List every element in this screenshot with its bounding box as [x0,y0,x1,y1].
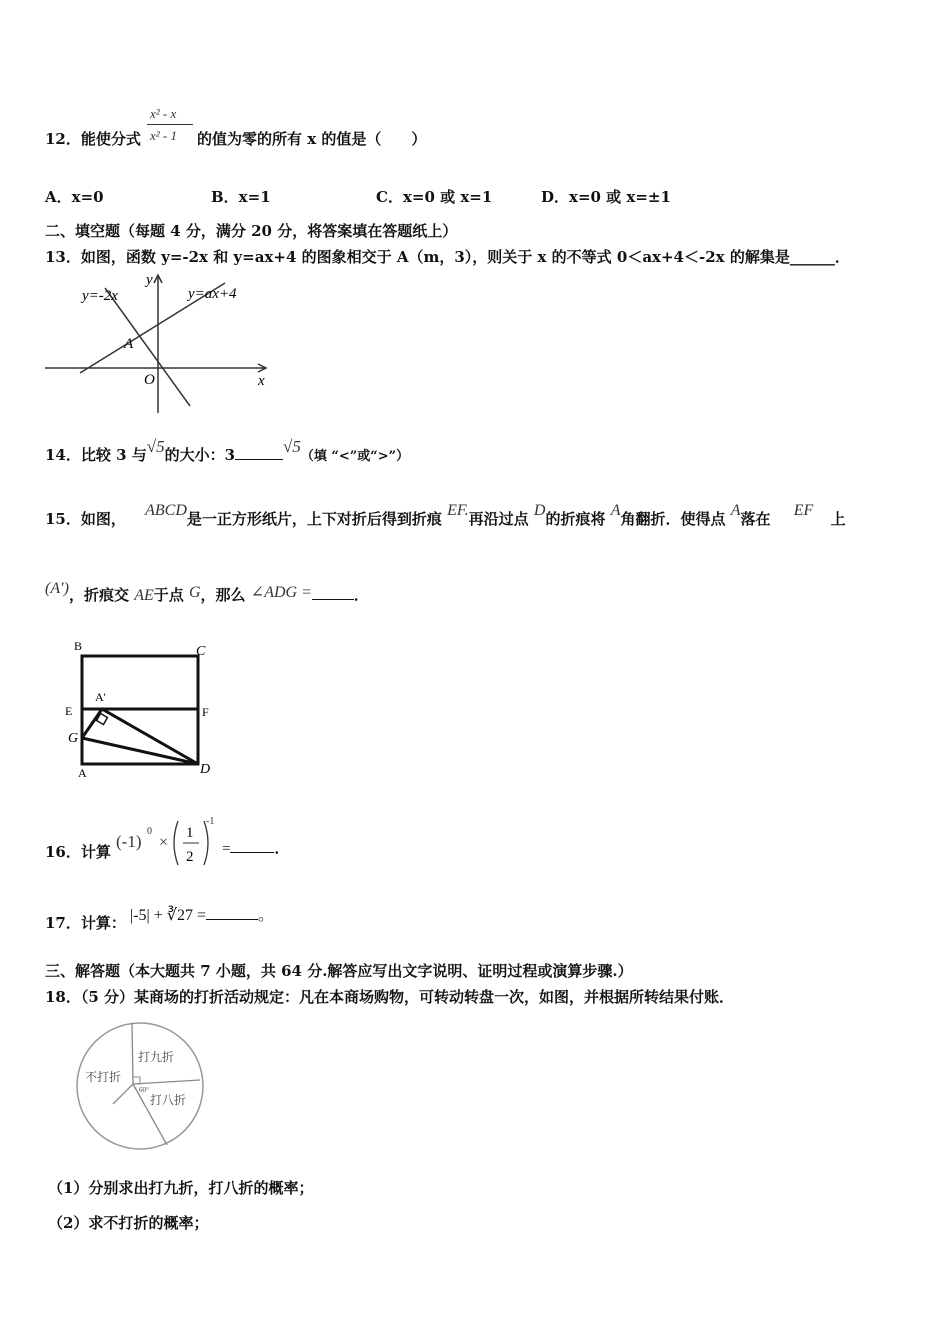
q16-end: ． [274,839,290,857]
wheel-label-none: 不打折 [85,1070,122,1084]
q16-label: 16．计算 [45,843,111,861]
q18-sub1: （1）分别求出打九折，打八折的概率； [48,1179,314,1197]
q15-ef: EF. [447,502,469,519]
q14-part-c: （填 “<”或“>”） [300,449,410,464]
q17-expr [130,902,274,925]
right-angle-mark [133,1077,140,1084]
q12-fraction-bar [147,124,193,125]
label-y-neg-2x: y=-2x [82,288,118,304]
q16-exp0: 0 [147,826,152,837]
q17-label: 17．计算： [45,914,126,932]
q12-option-c: C．x=0 或 x=1 [376,188,493,206]
fig-label-f: F [202,705,209,719]
q17-end: 。 [258,907,275,924]
q16-equals: = [222,841,231,857]
q17-equals: = [196,907,206,924]
q17-answer-blank[interactable] [206,919,258,920]
q14-answer-blank[interactable] [235,459,283,460]
label-x: x [258,373,265,389]
q12-numerator: x² - x [150,106,177,121]
q18-wheel [70,1016,210,1156]
q14-line [45,437,410,465]
q15-a-prime: (A′) [45,580,69,597]
radius-left [113,1084,133,1104]
q17-plus: + [153,907,163,924]
q17-cuberoot: ∛27 [166,907,193,924]
q15-a2: A [730,502,741,519]
q16-times: × [159,834,169,851]
q15-line-1 [45,502,846,529]
line-neg-2x [105,288,190,406]
fig-label-c: C [196,644,206,659]
fold-gd [82,738,198,764]
q15-answer-blank[interactable] [312,599,354,600]
q16-answer [222,837,289,858]
q15-angle-adg: ∠ADG = [250,584,312,601]
radius-up [132,1023,133,1084]
wheel-label-angle: 60° [139,1086,149,1094]
q15-line-2 [45,580,369,605]
q15-b: 是一正方形纸片，上下对折后得到折痕 [186,510,442,528]
q13-graph [40,268,280,418]
q15-g-point: G [188,584,201,601]
label-y: y [146,272,153,288]
fig-label-g: G [68,731,79,746]
q15-f: 落在 [740,510,771,528]
q14-part-a: 14．比较 3 与 [45,446,147,464]
q15-d: D [533,502,546,519]
q12-option-d: D．x=0 或 x=±1 [541,188,671,206]
wheel-label-eight: 打八折 [150,1093,187,1107]
q15-c: 再沿过点 [468,510,529,528]
q15-line2-b: 于点 [153,586,184,604]
q15-a1: A [610,502,621,519]
q12-tail: 的值为零的所有 x 的值是（ ） [197,130,427,148]
radius-right [133,1080,200,1084]
q15-a: 15．如图， [45,510,126,528]
q12-option-b: B．x=1 [211,188,271,206]
label-y-ax-4: y=ax+4 [188,286,237,302]
section-2-heading: 二、填空题（每题 4 分，满分 20 分，将答案填在答题纸上） [45,222,458,240]
q12-denominator: x² - 1 [150,128,177,143]
fig-label-a-prime: A' [95,690,106,704]
wheel-label-nine: 打九折 [138,1050,175,1064]
q15-line2-a: ，折痕交 [68,586,129,604]
q17-abs: |-5| [130,907,150,924]
fold-gap [82,709,102,738]
fig-label-a: A [78,766,87,780]
q15-e: 角翻折．使得点 [620,510,726,528]
q15-line2-d: ． [353,586,369,604]
q18-text: 18．（5 分）某商场的打折活动规定：凡在本商场购物，可转动转盘一次，如图，并根据所转结果付账． [45,988,735,1006]
q15-abcd: ABCD [145,502,187,519]
q18-sub2: （2）求不打折的概率； [48,1214,209,1232]
q13-text: 13．如图，函数 y=-2x 和 y=ax+4 的图象相交于 A（m，3），则关于 x 的不等式 0＜ax+4＜-2x 的解集是______． [45,248,850,266]
q12-label: 12．能使分式 [45,130,141,148]
fold-apd [102,709,198,764]
q15-d-text: 的折痕将 [545,510,606,528]
fig-label-e: E [65,704,73,718]
q14-sqrt5-a: √5 [146,437,165,456]
fig-label-b: B [74,639,83,653]
fig-label-d: D [200,762,211,777]
q15-g: 上 [830,510,846,528]
q12-option-a: A．x=0 [45,188,104,206]
q16-numerator: 1 [186,825,194,841]
q15-figure [60,635,230,785]
q15-line2-c: ，那么 [200,586,246,604]
q14-part-b: 的大小：3 [164,446,236,464]
section-3-heading: 三、解答题（本大题共 7 小题，共 64 分.解答应写出文字说明、证明过程或演算步骤.） [45,962,633,980]
q16-denominator: 2 [186,849,194,865]
q16-neg1: (-1) [116,832,142,851]
q16-exp-neg1: -1 [206,816,215,827]
q14-sqrt5-b: √5 [283,437,301,456]
q15-ae: AE [134,587,154,604]
q16-answer-blank[interactable] [230,852,274,853]
q15-ef2: EF [793,502,814,519]
label-origin: O [144,372,155,388]
label-point-a: A [124,336,134,352]
